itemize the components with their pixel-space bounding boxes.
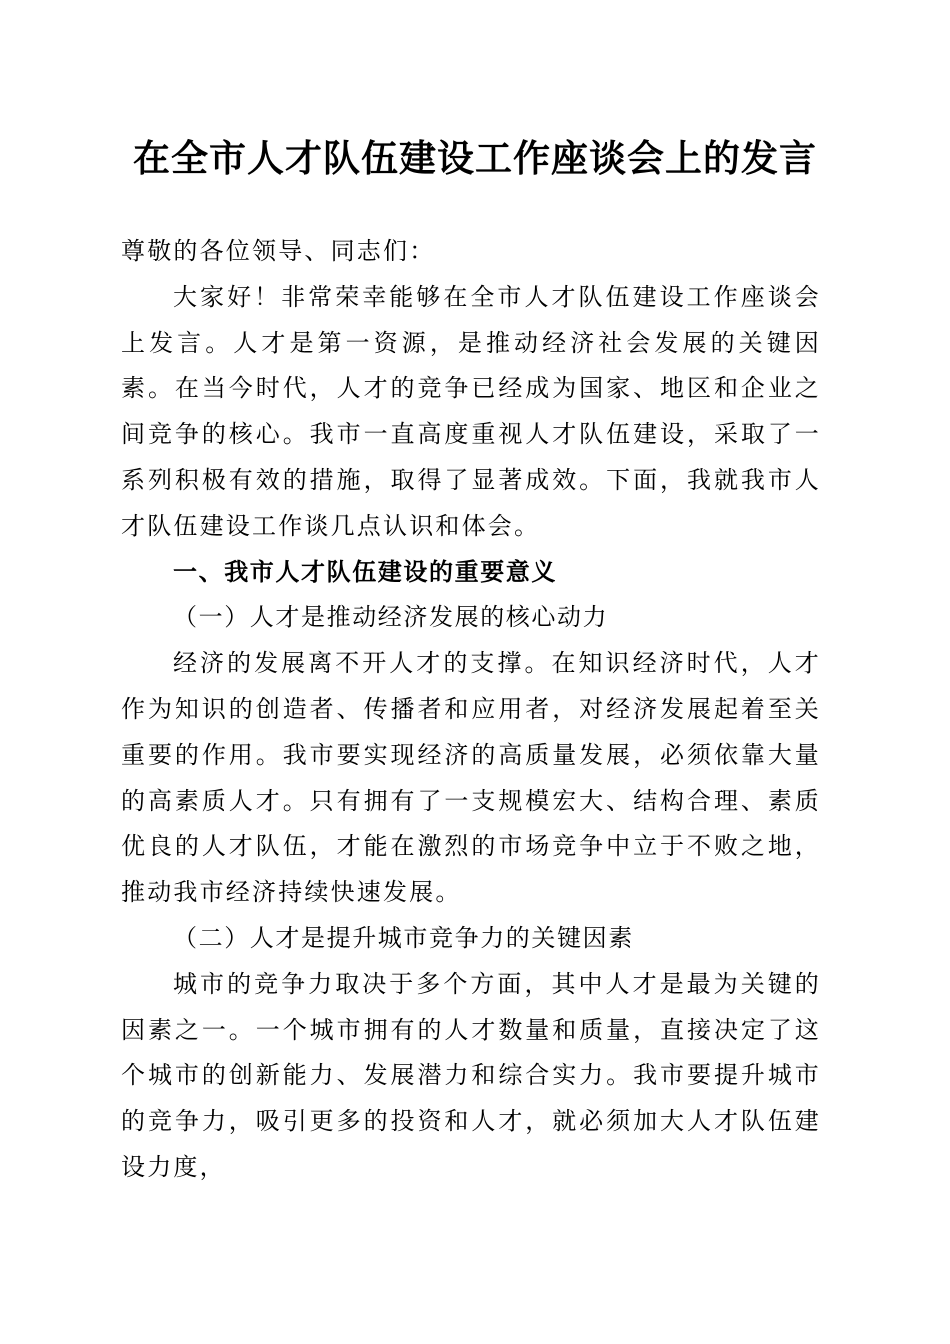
section-heading-1: 一、我市人才队伍建设的重要意义 — [173, 557, 557, 586]
subsection-heading-1: （一）人才是推动经济发展的核心动力 — [173, 603, 609, 632]
subsection-paragraph-2: 城市的竞争力取决于多个方面，其中人才是最为关键的因素之一。一个城市拥有的人才数量和质量，直接决定了这个城市的创新能力、发展潜力和综合实力。我市要提升城市的竞争力，吸引更多的投资和人才，就必须加大人才队伍建设力度， — [121, 969, 821, 1181]
subsection-paragraph-1: 经济的发展离不开人才的支撑。在知识经济时代，人才作为知识的创造者、传播者和应用者，对经济发展起着至关重要的作用。我市要实现经济的高质量发展，必须依靠大量的高素质人才。只有拥有了一支规模宏大、结构合理、素质优良的人才队伍，才能在激烈的市场竞争中立于不败之地，推动我市经济持续快速发展。 — [121, 649, 821, 907]
document-body — [121, 229, 821, 1191]
subsection-heading-2: （二）人才是提升城市竞争力的关键因素 — [173, 923, 634, 952]
intro-paragraph: 大家好！非常荣幸能够在全市人才队伍建设工作座谈会上发言。人才是第一资源，是推动经济社会发展的关键因素。在当今时代，人才的竞争已经成为国家、地区和企业之间竞争的核心。我市一直高度重视人才队伍建设，采取了一系列积极有效的措施，取得了显著成效。下面，我就我市人才队伍建设工作谈几点认识和体会。 — [121, 282, 821, 540]
salutation: 尊敬的各位领导、同志们： — [121, 237, 436, 265]
document-title: 在全市人才队伍建设工作座谈会上的发言 — [133, 136, 817, 180]
